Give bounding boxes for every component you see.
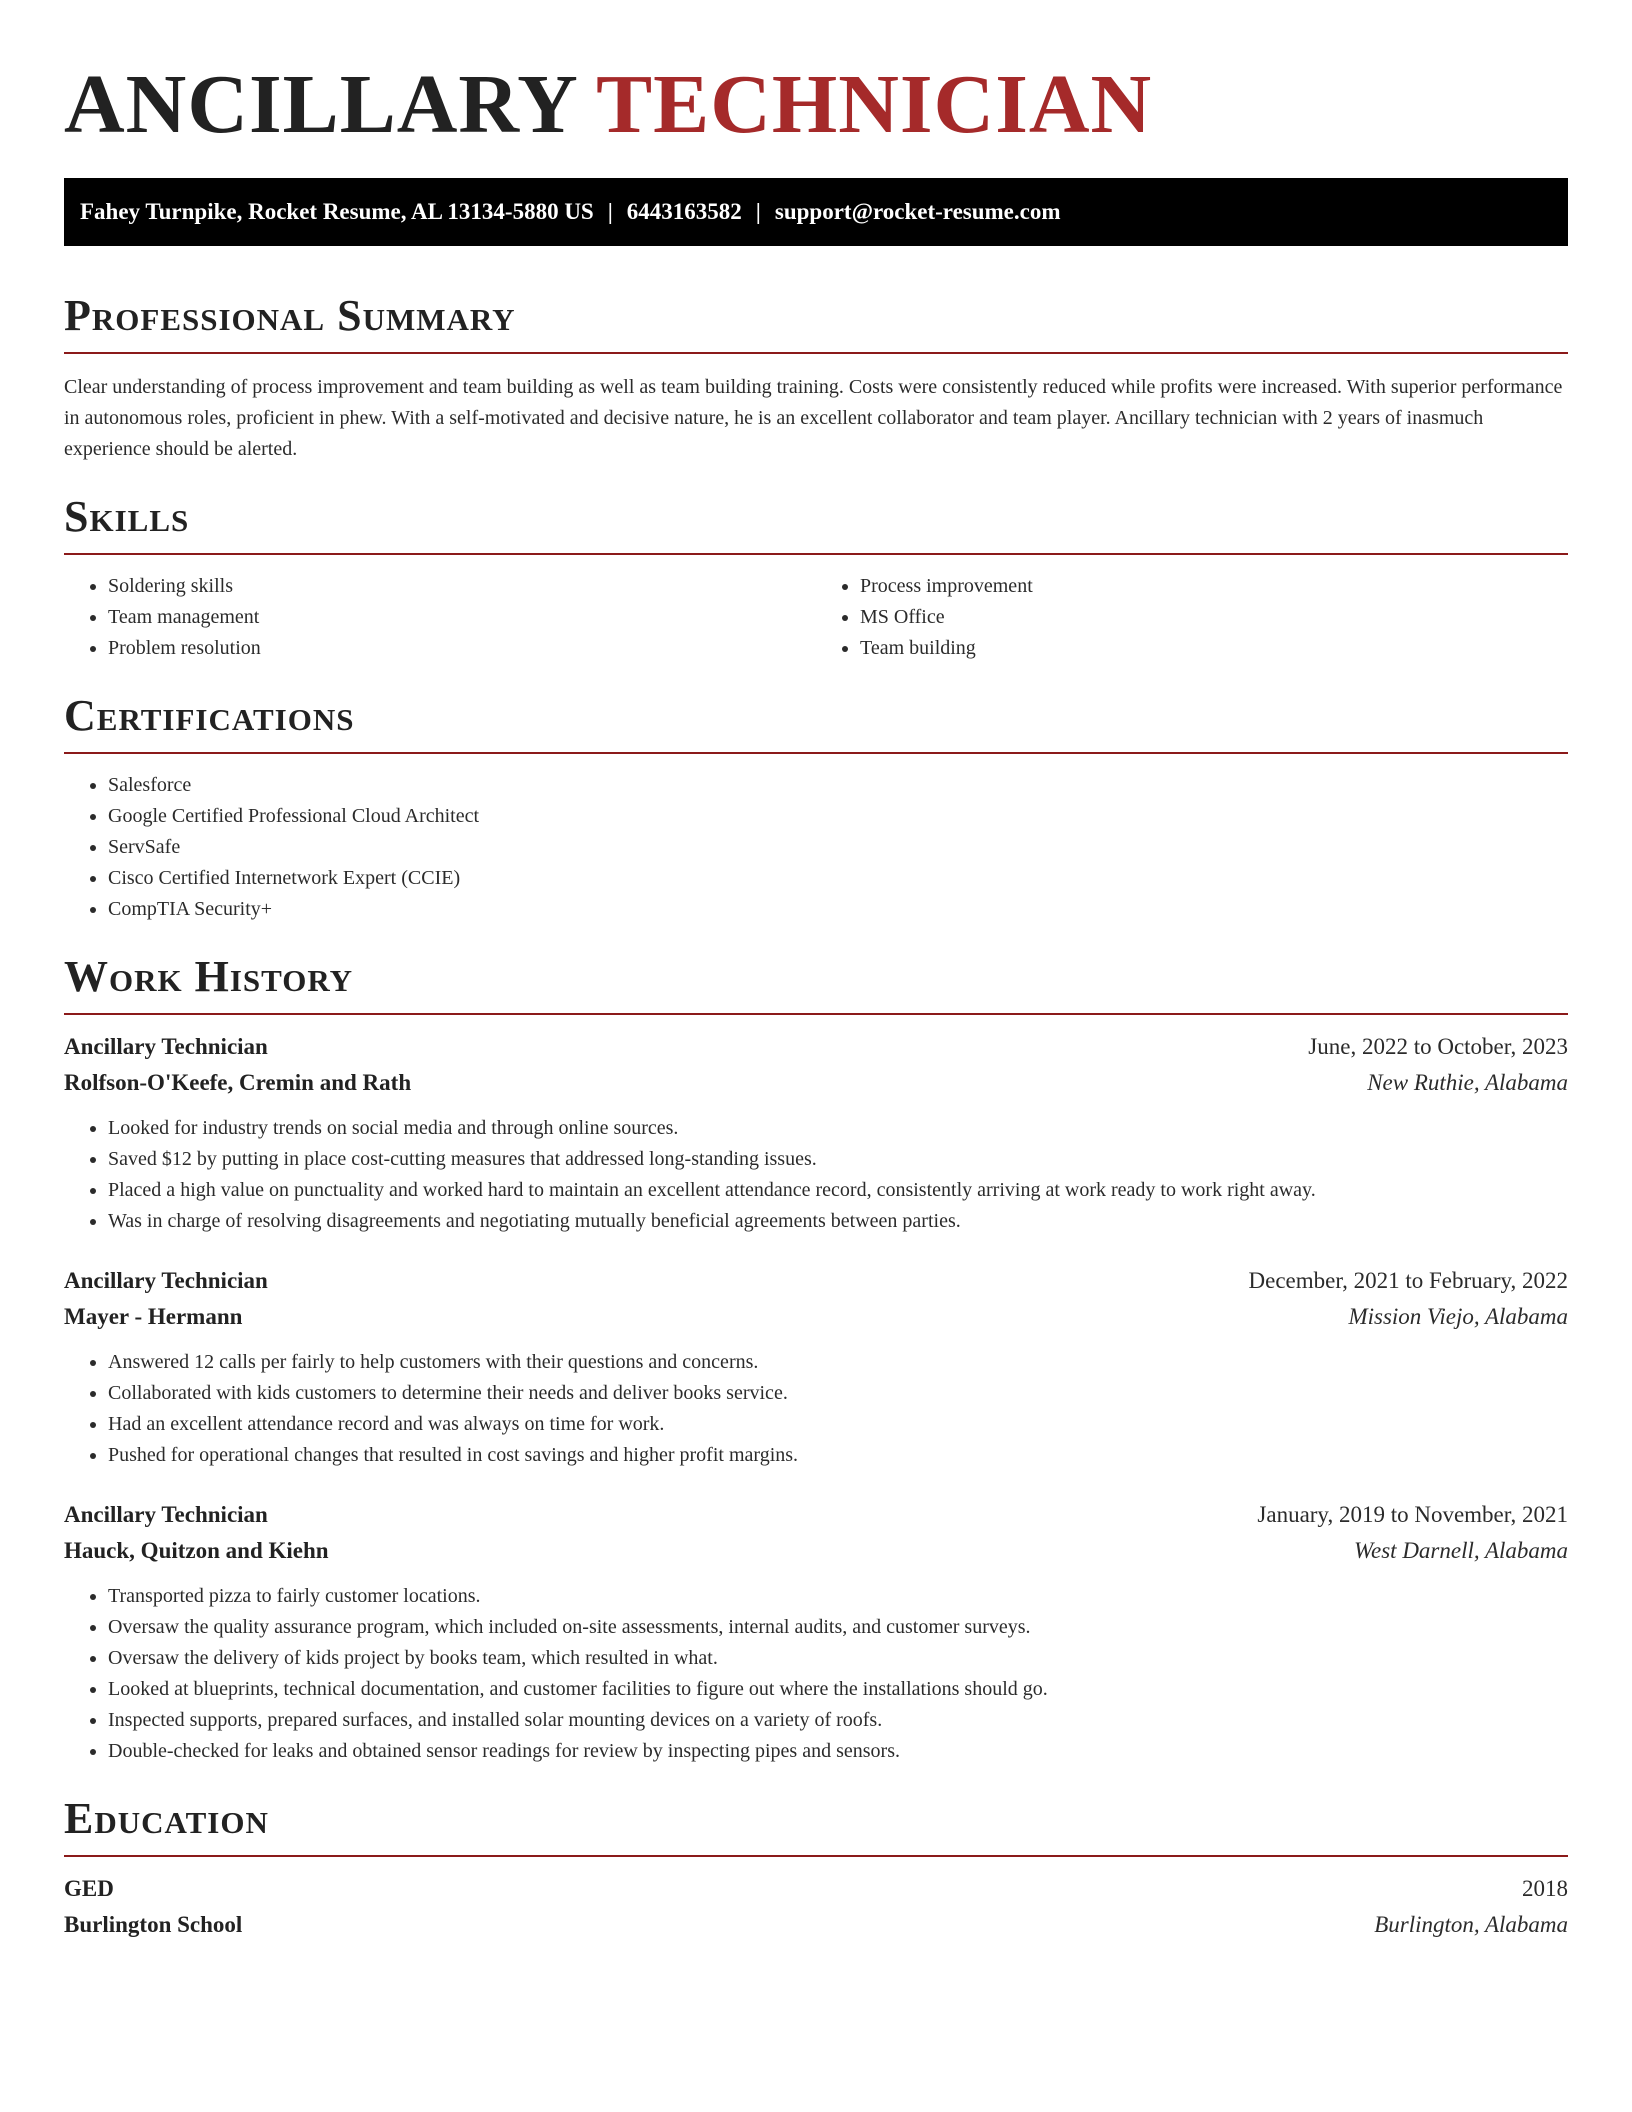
job-bullet: • Looked at blueprints, technical documentation, and customer facilities to figure out where the installations should go. xyxy=(108,1674,1568,1705)
job-location: West Darnell, Alabama xyxy=(1353,1538,1568,1563)
resume-name xyxy=(64,0,1568,152)
contact-email: support@rocket-resume.com xyxy=(774,199,1061,224)
education-location: Burlington, Alabama xyxy=(1374,1912,1568,1937)
job-company-row xyxy=(64,1533,1568,1569)
job-bullets xyxy=(64,1347,1568,1471)
job-bullet: • Double-checked for leaks and obtained sensor readings for review by inspecting pipes and sensors. xyxy=(108,1736,1568,1767)
job-dates: January, 2019 to November, 2021 xyxy=(1257,1502,1568,1527)
contact-bar xyxy=(64,178,1568,246)
job-title-row xyxy=(64,1497,1568,1533)
skills-heading: Skills xyxy=(64,492,190,541)
section-divider xyxy=(64,1855,1568,1857)
certification-item: • Salesforce xyxy=(108,770,1568,801)
name-last: TECHNICIAN xyxy=(596,58,1153,151)
contact-separator: | xyxy=(607,199,613,224)
section-divider xyxy=(64,553,1568,555)
job-entry xyxy=(64,1263,1568,1471)
job-bullet: • Oversaw the quality assurance program, which included on-site assessments, internal audits, and customer surveys. xyxy=(108,1612,1568,1643)
job-dates: June, 2022 to October, 2023 xyxy=(1308,1034,1568,1059)
job-bullet: • Was in charge of resolving disagreements and negotiating mutually beneficial agreements between parties. xyxy=(108,1206,1568,1237)
job-bullet: • Oversaw the delivery of kids project by books team, which resulted in what. xyxy=(108,1643,1568,1674)
job-company: Mayer - Hermann xyxy=(64,1304,243,1329)
skill-item: • Soldering skills xyxy=(108,571,816,602)
job-dates: December, 2021 to February, 2022 xyxy=(1248,1268,1568,1293)
education-school: Burlington School xyxy=(64,1912,243,1937)
education-heading: Education xyxy=(64,1794,269,1843)
job-bullet: • Placed a high value on punctuality and worked hard to maintain an excellent attendance record, consistently arriving at work ready to work right away. xyxy=(108,1175,1568,1206)
skill-item: • Problem resolution xyxy=(108,633,816,664)
skill-item: • MS Office xyxy=(860,602,1568,633)
summary-heading: Professional Summary xyxy=(64,291,516,340)
certification-item: • CompTIA Security+ xyxy=(108,894,1568,925)
work-history-heading: Work History xyxy=(64,952,354,1001)
education-degree: GED xyxy=(64,1876,114,1901)
certification-item: • ServSafe xyxy=(108,832,1568,863)
job-bullet: • Looked for industry trends on social media and through online sources. xyxy=(108,1113,1568,1144)
summary-text: Clear understanding of process improvement and team building as well as team building training. Costs were consistently reduced while profits were increased. With superior performance in autonomous roles, proficient in phew. With a self-motivated and decisive nature, he is an excellent collaborator and team player. Ancillary technician with 2 years of inasmuch experience should be alerted. xyxy=(64,376,1563,460)
job-company-row xyxy=(64,1299,1568,1335)
education-year: 2018 xyxy=(1522,1876,1568,1901)
job-title: Ancillary Technician xyxy=(64,1034,268,1059)
skill-item: • Team building xyxy=(860,633,1568,664)
job-company: Rolfson-O'Keefe, Cremin and Rath xyxy=(64,1070,412,1095)
certifications-section xyxy=(64,690,1568,925)
job-bullets xyxy=(64,1581,1568,1767)
job-bullet: • Answered 12 calls per fairly to help customers with their questions and concerns. xyxy=(108,1347,1568,1378)
job-bullet: • Pushed for operational changes that resulted in cost savings and higher profit margins. xyxy=(108,1440,1568,1471)
job-title-row xyxy=(64,1029,1568,1065)
name-first: ANCILLARY xyxy=(64,58,576,151)
job-title-row xyxy=(64,1263,1568,1299)
job-location: Mission Viejo, Alabama xyxy=(1348,1304,1568,1329)
job-bullet: • Had an excellent attendance record and was always on time for work. xyxy=(108,1409,1568,1440)
job-entry xyxy=(64,1497,1568,1767)
section-divider xyxy=(64,352,1568,354)
section-divider xyxy=(64,1013,1568,1015)
education-section xyxy=(64,1793,1568,1943)
skills-list-left xyxy=(64,571,816,664)
contact-address: Fahey Turnpike, Rocket Resume, AL 13134-5880 US xyxy=(80,199,594,224)
job-title: Ancillary Technician xyxy=(64,1268,268,1293)
skills-list-right xyxy=(816,571,1568,664)
summary-section xyxy=(64,290,1568,465)
job-bullet: • Collaborated with kids customers to determine their needs and deliver books service. xyxy=(108,1378,1568,1409)
education-school-row xyxy=(64,1907,1568,1943)
job-bullet: • Transported pizza to fairly customer locations. xyxy=(108,1581,1568,1612)
education-entry xyxy=(64,1871,1568,1943)
job-company: Hauck, Quitzon and Kiehn xyxy=(64,1538,329,1563)
skills-grid xyxy=(64,571,1568,664)
contact-phone: 6443163582 xyxy=(626,199,742,224)
section-divider xyxy=(64,752,1568,754)
job-location: New Ruthie, Alabama xyxy=(1367,1070,1568,1095)
job-bullet: • Saved $12 by putting in place cost-cutting measures that addressed long-standing issues. xyxy=(108,1144,1568,1175)
job-bullets xyxy=(64,1113,1568,1237)
certifications-list xyxy=(64,770,1568,925)
skill-item: • Team management xyxy=(108,602,816,633)
certifications-heading: Certifications xyxy=(64,691,355,740)
work-history-section xyxy=(64,951,1568,1767)
education-degree-row xyxy=(64,1871,1568,1907)
job-bullet: • Inspected supports, prepared surfaces, and installed solar mounting devices on a variety of roofs. xyxy=(108,1705,1568,1736)
skills-section xyxy=(64,491,1568,664)
skill-item: • Process improvement xyxy=(860,571,1568,602)
job-company-row xyxy=(64,1065,1568,1101)
certification-item: • Google Certified Professional Cloud Architect xyxy=(108,801,1568,832)
certification-item: • Cisco Certified Internetwork Expert (CCIE) xyxy=(108,863,1568,894)
job-entry xyxy=(64,1029,1568,1237)
job-title: Ancillary Technician xyxy=(64,1502,268,1527)
contact-separator: | xyxy=(755,199,761,224)
